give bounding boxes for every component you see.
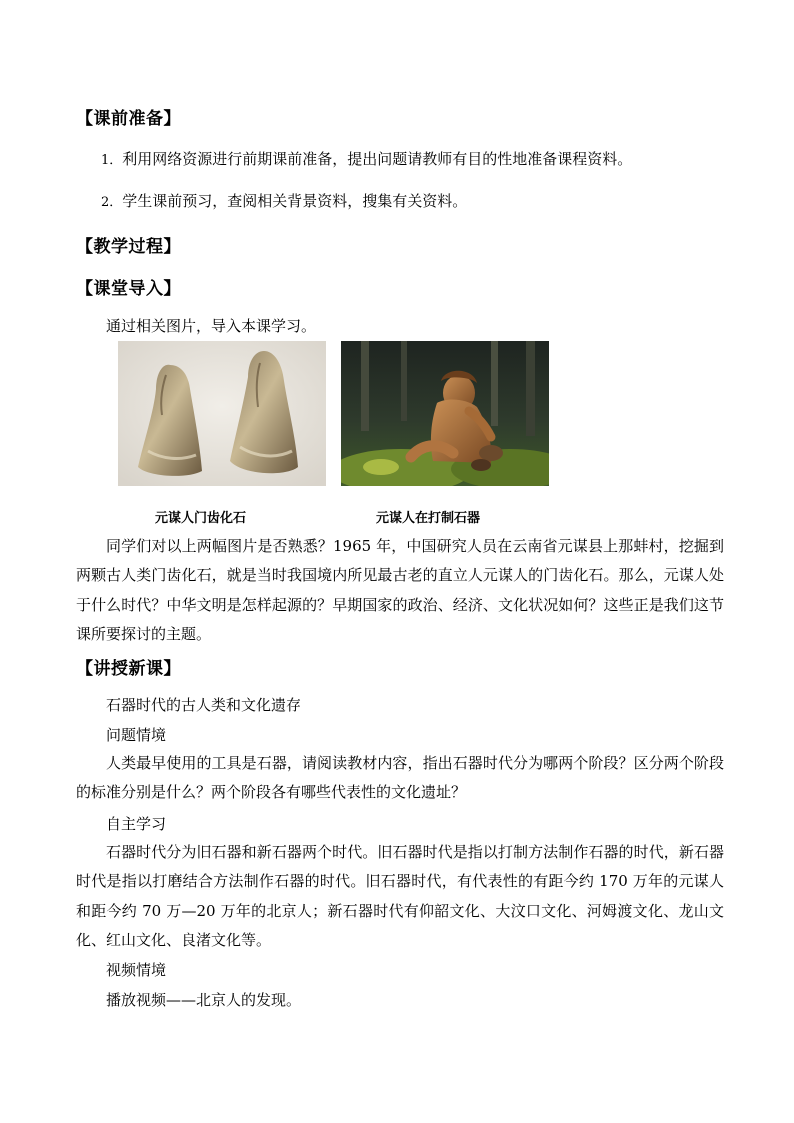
prep-item-2-text: 学生课前预习，查阅相关背景资料，搜集有关资料。 [122,192,468,210]
self-study-label: 自主学习 [106,815,167,833]
intro-paragraph: 同学们对以上两幅图片是否熟悉？1965 年，中国研究人员在云南省元谋县上那蚌村，挖掘到两颗古人类门齿化石，就是当时我国境内所见最古老的直立人元谋人的门齿化石。那么，元谋人处于什么时代？中华文明是怎样起源的？早期国家的政治、经济、文化状况如何？这些正是我们这节课所要探讨的主题。 [76,537,724,643]
section-heading-process: 【教学过程】 [76,237,181,257]
stone-tool-making-image [341,341,549,486]
prep-item-2 [101,191,467,213]
problem-text: 人类最早使用的工具是石器，请阅读教材内容，指出石器时代分为哪两个阶段？区分两个阶段的标准分别是什么？两个阶段各有哪些代表性的文化遗址？ [76,754,724,802]
section-heading-intro: 【课堂导入】 [76,279,181,299]
self-study-text: 石器时代分为旧石器和新石器两个时代。旧石器时代是指以打制方法制作石器的时代，新石器时代是指以打磨结合方法制作石器的时代。旧石器时代，有代表性的有距今约 170 万年的元谋人和距今约 70 万—20 万年的北京人；新石器时代有仰韶文化、大汶口文化、河姆渡文化、龙山文化、红山文化、良渚文化等。 [76,843,724,949]
fossil-teeth-image [118,341,326,486]
caption-fossil-teeth: 元谋人门齿化石 [155,511,247,526]
caption-stone-tools: 元谋人在打制石器 [376,511,481,526]
lesson-topic: 石器时代的古人类和文化遗存 [106,696,302,714]
intro-text: 通过相关图片，导入本课学习。 [106,317,317,335]
prep-item-2-number: 2． [101,195,123,210]
prep-item-1 [101,149,632,171]
section-heading-prep: 【课前准备】 [76,109,181,129]
video-text: 播放视频——北京人的发现。 [106,991,302,1009]
video-label: 视频情境 [106,961,167,979]
prep-item-1-text: 利用网络资源进行前期课前准备，提出问题请教师有目的性地准备课程资料。 [122,150,633,168]
section-heading-newlesson: 【讲授新课】 [76,659,181,679]
problem-label: 问题情境 [106,726,167,744]
prep-item-1-number: 1． [101,153,123,168]
